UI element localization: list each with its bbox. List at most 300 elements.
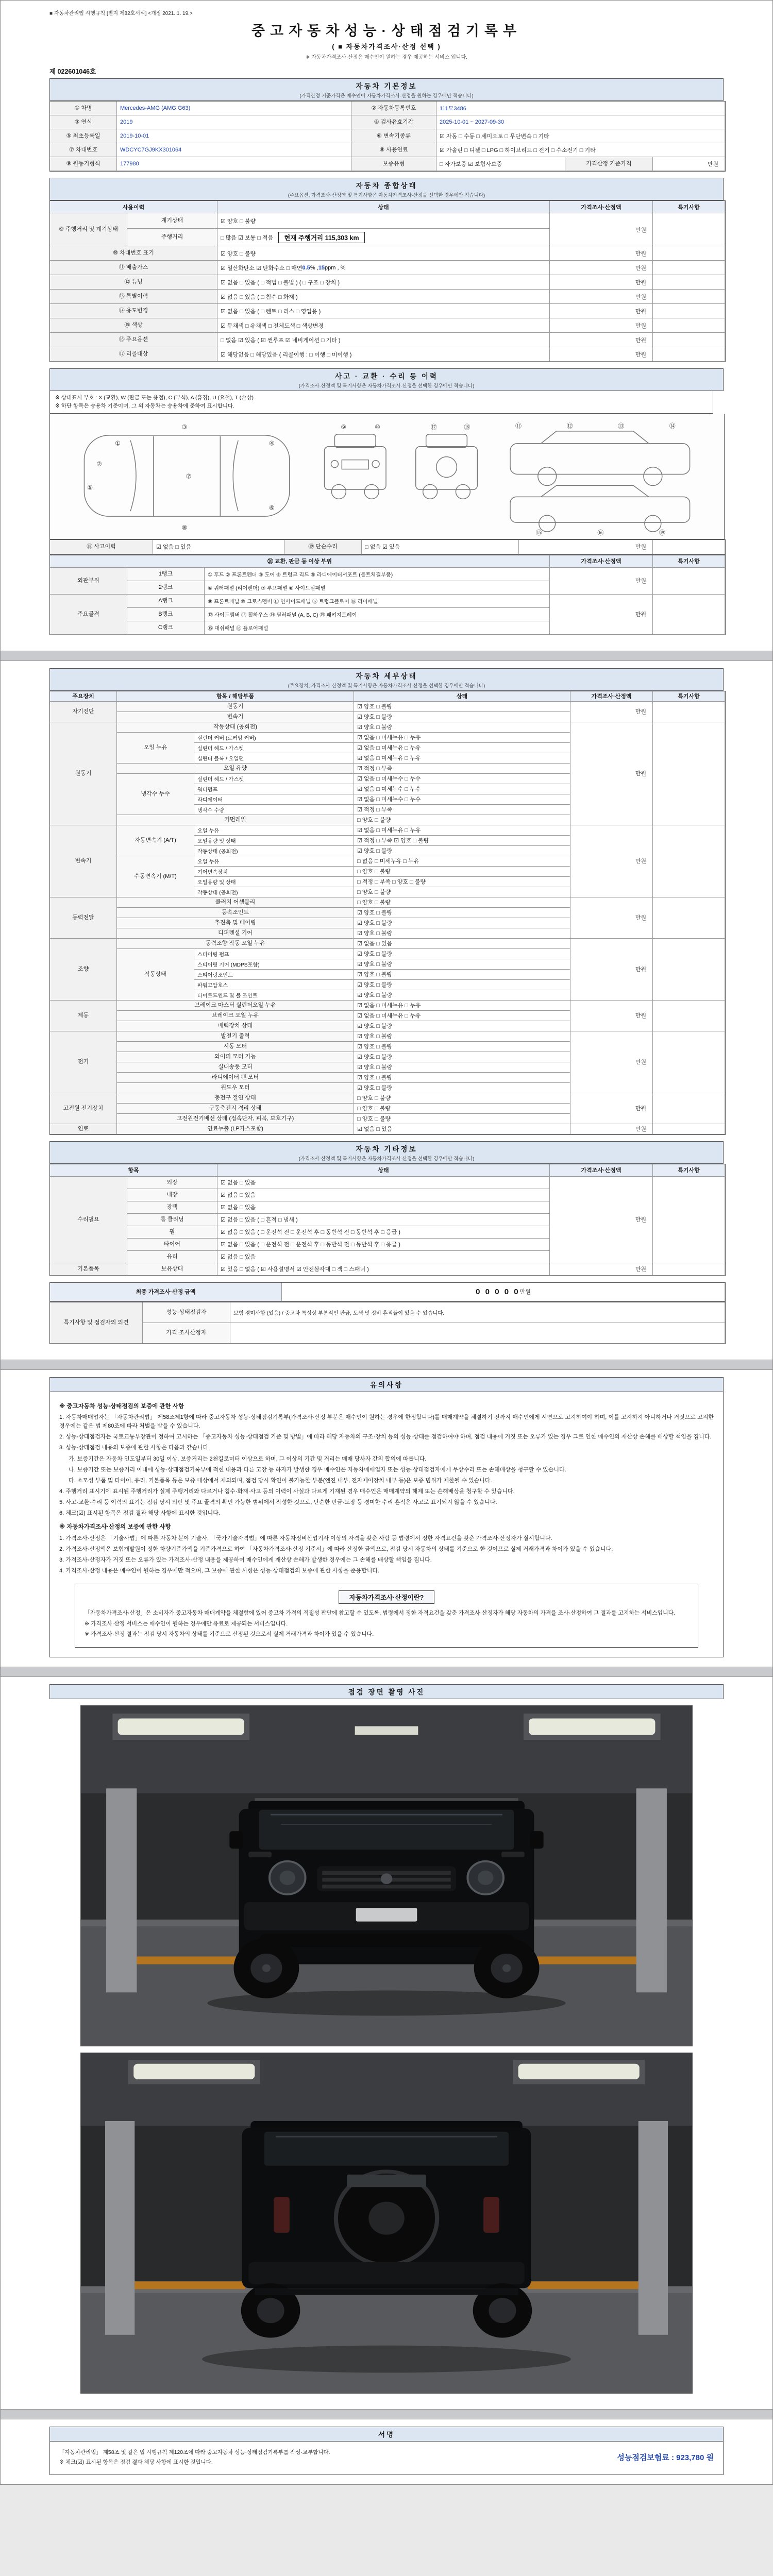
table-cell bbox=[653, 1124, 725, 1134]
price-appraisal-explainer-box bbox=[75, 1584, 698, 1648]
table-cell: □ 없음 □ 미세누유 □ 누유 bbox=[354, 856, 570, 867]
table-cell: 자기진단 bbox=[50, 702, 117, 722]
table-cell bbox=[217, 229, 550, 246]
section-band-sign bbox=[49, 2427, 724, 2442]
table-cell: 특기사항 bbox=[653, 555, 725, 568]
document-subtitle: ( ■ 자동차가격조사·산정 선택 ) bbox=[332, 43, 441, 50]
diagram-part-number: ⑱ bbox=[464, 423, 470, 431]
section-title: 사고 · 교환 · 수리 등 이력 bbox=[335, 372, 438, 380]
section-title: 자동차 종합상태 bbox=[356, 182, 417, 190]
table-cell: ☑ 양호 □ 불량 bbox=[354, 1083, 570, 1093]
table-cell: 가격조사·산정액 bbox=[550, 555, 653, 568]
notice-paragraph: 4. 가격조사·산정 내용은 매수인이 원하는 경우에만 적으며, 그 보증에 관한 사항은 성능·상태점검의 보증에 관한 사항을 준용합니다. bbox=[59, 1567, 380, 1574]
notice-paragraph: 5. 사고·교환·수리 등 이력의 표기는 점검 당시 외판 및 주요 골격의 확인 가능한 범위에서 작성한 것으로, 단순한 판금·도장 등 경미한 수리 흔적은 사고로 표기되지 않을 수 있습니다. bbox=[59, 1499, 497, 1505]
diagram-part-number: ⑫ bbox=[566, 422, 573, 430]
notice-paragraph: 2. 성능·상태점검자는 국토교통부장관이 정하여 고시하는 「중고자동차 성능·상태점검 기준 및 방법」에 따라 해당 자동차의 구조·장치 등의 성능·상태를 점검하여야 하며, 점검 내용에 거짓 또는 오류가 있는 경우 그로 인한 매수인의 재산상 손해를 배상할 책임을 집니다. bbox=[59, 1434, 712, 1440]
table-cell: 윈도우 모터 bbox=[117, 1083, 354, 1093]
table-cell: 특기사항 bbox=[653, 1164, 725, 1177]
table-cell: ⑫ 사이드멤버 ⑬ 휠하우스 ⑭ 필러패널 (A, B, C) ⑲ 패키지트레이 bbox=[205, 608, 550, 621]
table-cell: 만원 bbox=[550, 246, 653, 261]
cell-fragment: □ 많음 ☑ 보통 □ 적음 bbox=[221, 234, 274, 241]
table-cell: A랭크 bbox=[127, 595, 205, 608]
table-cell: ☑ 가솔린 □ 디젤 □ LPG □ 하이브리드 □ 전기 □ 수소전기 □ 기타 bbox=[436, 143, 725, 157]
table-cell: ⑰ 리콜대상 bbox=[50, 347, 217, 362]
table-cell: ☑ 없음 □ 있음 ( □ 렌트 □ 리스 □ 영업용 ) bbox=[217, 304, 550, 318]
table-cell: 만원 bbox=[550, 275, 653, 290]
table-cell bbox=[653, 1177, 725, 1263]
diagram-part-number: ⑭ bbox=[669, 422, 676, 430]
table-cell: 상태 bbox=[354, 691, 570, 702]
table-cell bbox=[653, 318, 725, 333]
table-cell: 자동변속기 (A/T) bbox=[117, 825, 194, 856]
table-cell: ☑ 없음 □ 미세누수 □ 누수 bbox=[354, 794, 570, 805]
section-detail-condition bbox=[49, 668, 724, 1135]
insurance-fee-value: 923,780 원 bbox=[676, 2453, 714, 2463]
car-views-illustration bbox=[50, 414, 724, 539]
page-4 bbox=[1, 1677, 772, 2409]
notice-body bbox=[49, 1392, 724, 1657]
explainer-paragraph: ※ 가격조사·산정 결과는 점검 당시 자동차의 상태를 기준으로 산정된 것으로서 실제 거래가격과 차이가 있을 수 있습니다. bbox=[85, 1631, 374, 1638]
table-cell: ☑ 해당없음 □ 해당있음 ( 리콜이행 : □ 이행 □ 미이행 ) bbox=[217, 347, 550, 362]
table-cell: ☑ 없음 □ 있음 ( □ 운전석 전 □ 운전석 후 □ 동반석 전 □ 동반석 후 □ 응급 ) bbox=[217, 1226, 550, 1239]
table-cell: 항목 / 해당부품 bbox=[117, 691, 354, 702]
notice-paragraph: 6. 체크(☑) 표시된 항목은 점검 결과 해당 사항에 표시한 것입니다. bbox=[59, 1510, 220, 1516]
table-cell: 오일 누유 bbox=[194, 856, 354, 867]
diagram-part-number: ⑥ bbox=[268, 504, 275, 512]
table-cell: ⑥ 쿼터패널 (리어펜더) ⑦ 루프패널 ⑧ 사이드실패널 bbox=[205, 581, 550, 595]
table-cell: 만원 bbox=[570, 1093, 653, 1124]
table-cell: ☑ 없음 □ 있음 bbox=[217, 1177, 550, 1189]
table-cell: ⑧ 사용연료 bbox=[351, 143, 436, 157]
table-cell bbox=[653, 333, 725, 347]
vehicle-rear-photo-illustration bbox=[81, 2053, 692, 2393]
explainer-paragraph: ※ 가격조사·산정 서비스는 매수인이 원하는 경우에만 유료로 제공되는 서비스입니다. bbox=[85, 1620, 288, 1627]
table-cell: ☑ 양호 □ 불량 bbox=[354, 1062, 570, 1073]
table-cell: ⑬ 특별이력 bbox=[50, 290, 217, 304]
table-cell: 수동변속기 (M/T) bbox=[117, 856, 194, 897]
accident-legend bbox=[49, 391, 713, 414]
table-cell bbox=[653, 897, 725, 939]
table-cell: 기본품목 bbox=[50, 1263, 127, 1276]
table-cell: ④ 검사유효기간 bbox=[351, 115, 436, 129]
table-cell: 만원 bbox=[653, 157, 725, 171]
table-cell: 내장 bbox=[127, 1189, 217, 1201]
document-title: 중고자동차성능·상태점검기록부 bbox=[251, 23, 522, 39]
table-cell: 오일 누유 bbox=[117, 733, 194, 764]
table-cell: 전기 bbox=[50, 1031, 117, 1093]
table-cell: 오일 누유 bbox=[194, 825, 354, 836]
table-cell bbox=[653, 261, 725, 275]
table-cell: ⑯ 주요옵션 bbox=[50, 333, 217, 347]
table-cell: 만원 bbox=[570, 702, 653, 722]
table-cell: 와이퍼 모터 기능 bbox=[117, 1052, 354, 1062]
table-cell: 만원 bbox=[570, 825, 653, 897]
table-cell: 만원 bbox=[550, 261, 653, 275]
table-cell: 조향 bbox=[50, 939, 117, 1001]
table-cell: ⑨ 주행거리 및 계기상태 bbox=[50, 213, 127, 246]
table-cell: ⑩ 차대번호 표기 bbox=[50, 246, 217, 261]
cell-fragment: ppm , % bbox=[325, 264, 346, 271]
table-cell: ☑ 자동 □ 수동 □ 세미오토 □ 무단변속 □ 기타 bbox=[436, 129, 725, 143]
diagram-part-number: ① bbox=[115, 439, 121, 447]
notice-paragraph: 1. 가격조사·산정은 「기술사법」에 따른 자동차 분야 기술사, 「국가기술자격법」에 따른 자동차정비산업기사 이상의 자격을 갖춘 사람 등 법령에서 정한 자격요건을 갖춘 가격조사·산정자가 실시합니다. bbox=[59, 1535, 552, 1541]
notice-paragraph: 나. 보증기간 또는 보증거리 이내에 성능·상태점검기록부에 적힌 내용과 다른 고장 등 하자가 발생한 경우 매수인은 자동차매매업자 또는 성능·상태점검자에게 무상수리 또는 손해배상을 청구할 수 있습니다. bbox=[69, 1466, 566, 1473]
final-price-table bbox=[49, 1282, 726, 1302]
table-cell: 만원 bbox=[570, 722, 653, 825]
table-cell bbox=[653, 347, 725, 362]
cell-fragment: 0 0 0 0 0 bbox=[476, 1287, 520, 1296]
table-cell: 냉각수 수량 bbox=[194, 805, 354, 815]
table-cell: ☑ 양호 □ 불량 bbox=[354, 722, 570, 733]
table-cell: 수리필요 bbox=[50, 1177, 127, 1263]
section-title: 자동차 세부상태 bbox=[356, 672, 417, 680]
table-cell bbox=[653, 702, 725, 722]
table-cell: ⑤ 최초등록일 bbox=[50, 129, 117, 143]
table-cell: 오일유량 및 상태 bbox=[194, 836, 354, 846]
table-cell: 가격조사·산정액 bbox=[550, 201, 653, 213]
accident-history-table bbox=[49, 539, 726, 555]
page-separator bbox=[1, 1667, 772, 1677]
section-final-price bbox=[49, 1282, 724, 1344]
table-cell: 성능·상태점검자 bbox=[143, 1302, 230, 1323]
table-cell bbox=[653, 1093, 725, 1124]
table-cell: ① 후드 ② 프론트펜더 ③ 도어 ④ 트렁크 리드 ⑤ 라디에이터서포트 (볼트체결부품) bbox=[205, 568, 550, 581]
table-cell: 작동상태 (공회전) bbox=[194, 887, 354, 897]
table-cell: 연료누출 (LP가스포함) bbox=[117, 1124, 354, 1134]
table-cell: ☑ 없음 □ 있음 bbox=[217, 1201, 550, 1214]
table-cell: 상태 bbox=[217, 201, 550, 213]
diagram-part-number: ⑯ bbox=[597, 529, 604, 536]
table-cell: ⑦ 차대번호 bbox=[50, 143, 117, 157]
diagram-part-number: ⑲ bbox=[659, 529, 665, 536]
table-cell: □ 양호 □ 불량 bbox=[354, 897, 570, 908]
table-cell: ☑ 양호 □ 불량 bbox=[354, 990, 570, 1001]
table-cell: 계기상태 bbox=[127, 213, 217, 229]
table-cell bbox=[653, 568, 725, 595]
table-cell: □ 없음 ☑ 있음 ( ☑ 썬루프 ☑ 네비게이션 □ 기타 ) bbox=[217, 333, 550, 347]
notice-paragraph: 다. 소모성 부품 및 타이어, 유리, 기본품목 등은 보증 대상에서 제외되며, 점검 당시 확인이 불가능한 부분(엔진 내부, 전자제어장치 내부 등)은 보증 범위가 제한될 수 있습니다. bbox=[69, 1477, 492, 1484]
page-5 bbox=[1, 2419, 772, 2484]
vehicle-front-photo-illustration bbox=[81, 1706, 692, 2046]
table-cell: ☑ 없음 □ 있음 ( □ 운전석 전 □ 운전석 후 □ 동반석 전 □ 동반석 후 □ 응급 ) bbox=[217, 1239, 550, 1251]
table-cell: □ 양호 □ 불량 bbox=[354, 1104, 570, 1114]
table-cell: 2025-10-01 ~ 2027-09-30 bbox=[436, 115, 725, 129]
table-cell: ☑ 양호 □ 불량 bbox=[354, 959, 570, 970]
table-cell: 111모3486 bbox=[436, 101, 725, 115]
table-cell bbox=[653, 540, 725, 554]
table-cell: 실린더 헤드 / 가스켓 bbox=[194, 774, 354, 784]
table-cell: 룸 클리닝 bbox=[127, 1214, 217, 1226]
table-cell: ☑ 양호 □ 불량 bbox=[217, 246, 550, 261]
table-cell: 만원 bbox=[550, 318, 653, 333]
table-cell: 실린더 헤드 / 가스켓 bbox=[194, 743, 354, 753]
section-band-photos bbox=[49, 1684, 724, 1699]
section-title: 점검 장면 촬영 사진 bbox=[348, 1688, 425, 1697]
table-cell: 등속조인트 bbox=[117, 908, 354, 918]
diagram-part-number: ⑧ bbox=[181, 523, 188, 531]
table-cell: 오일유량 및 상태 bbox=[194, 877, 354, 887]
exchange-panel-table bbox=[49, 555, 726, 635]
table-cell bbox=[653, 595, 725, 635]
section-title: 자동차 기본정보 bbox=[356, 82, 417, 90]
table-cell: 동력조향 작동 오일 누유 bbox=[117, 939, 354, 949]
table-cell: 특기사항 bbox=[653, 201, 725, 213]
section-etc-info bbox=[49, 1141, 724, 1276]
table-cell: ⑥ 변속기종류 bbox=[351, 129, 436, 143]
table-cell: 원동기 bbox=[50, 722, 117, 825]
section-basic-info bbox=[49, 78, 724, 172]
accident-legend-line2: ※ 하단 항목은 승용차 기준이며, 그 외 자동차는 승용차에 준하여 표시합니다. bbox=[55, 403, 235, 410]
section-overall-condition bbox=[49, 178, 724, 362]
diagram-part-number: ⑪ bbox=[515, 422, 522, 430]
table-cell: 작동상태 (공회전) bbox=[117, 722, 354, 733]
table-cell: ☑ 없음 □ 미세누유 □ 누유 bbox=[354, 743, 570, 753]
cell-fragment: ☑ 일산화탄소 ☑ 탄화수소 □ 매연 bbox=[221, 265, 303, 272]
table-cell: 만원 bbox=[570, 897, 653, 939]
table-cell: 항목 bbox=[50, 1164, 217, 1177]
table-cell: □ 없음 ☑ 있음 bbox=[362, 540, 519, 554]
table-cell: 동력전달 bbox=[50, 897, 117, 939]
table-cell: ☑ 적정 □ 부족 bbox=[354, 805, 570, 815]
table-cell: ☑ 없음 □ 있음 bbox=[217, 1251, 550, 1263]
table-cell: ☑ 없음 □ 미세누유 □ 누유 bbox=[354, 825, 570, 836]
table-cell: 2019-10-01 bbox=[117, 129, 351, 143]
car-panel-diagram bbox=[49, 414, 725, 539]
notice-paragraph: 4. 주행거리 표시기에 표시된 주행거리가 실제 주행거리와 다르거나 침수·화재·사고 등의 이력이 사실과 다르게 기재된 경우 매수인은 매매계약의 해제 또는 손해배상을 청구할 수 있습니다. bbox=[59, 1488, 515, 1495]
table-cell: ☑ 양호 □ 불량 bbox=[354, 712, 570, 722]
table-cell: 스티어링조인트 bbox=[194, 970, 354, 980]
table-cell: ☑ 양호 □ 불량 bbox=[354, 918, 570, 928]
table-cell bbox=[217, 261, 550, 275]
cell-fragment: 15 bbox=[318, 264, 325, 271]
table-cell bbox=[653, 213, 725, 246]
table-cell: ☑ 없음 □ 있음 bbox=[153, 540, 284, 554]
table-cell: ☑ 없음 □ 미세누유 □ 누유 bbox=[354, 1001, 570, 1011]
table-cell: 광택 bbox=[127, 1201, 217, 1214]
table-cell: 최종 가격조사·산정 금액 bbox=[50, 1283, 282, 1301]
table-cell: ☑ 없음 □ 있음 ( □ 침수 □ 화재 ) bbox=[217, 290, 550, 304]
section-note: (주요장치, 가격조사·산정액 및 특기사항은 자동차가격조사·산정을 선택한 경우에만 적습니다) bbox=[288, 683, 485, 689]
table-cell: ☑ 없음 □ 미세누수 □ 누수 bbox=[354, 774, 570, 784]
table-cell: 보유상태 bbox=[127, 1263, 217, 1276]
notice-paragraph: 2. 가격조사·산정액은 보험개발원이 정한 차량기준가액을 기준가격으로 하여 「자동차가격조사·산정 기준서」에 따라 산정한 금액으로, 점검 당시 자동차의 상태를 기준으로 한 것이므로 실제 거래가격과 차이가 있을 수 있습니다. bbox=[59, 1546, 613, 1552]
explainer-title: 자동차가격조사·산정이란? bbox=[339, 1590, 435, 1604]
table-cell: 클러치 어셈블리 bbox=[117, 897, 354, 908]
table-cell: ⑨ 원동기형식 bbox=[50, 157, 117, 171]
table-cell: □ 양호 □ 불량 bbox=[354, 1114, 570, 1124]
table-cell: 실린더 블록 / 오일팬 bbox=[194, 753, 354, 764]
table-cell bbox=[653, 304, 725, 318]
section-band-overall bbox=[49, 178, 724, 200]
diagram-part-number: ④ bbox=[268, 439, 275, 447]
cell-fragment: 현재 주행거리 115,303 km bbox=[278, 232, 364, 243]
table-cell: 주요장치 bbox=[50, 691, 117, 702]
page-2 bbox=[1, 661, 772, 1360]
table-cell: 파워고압호스 bbox=[194, 980, 354, 990]
table-cell: 가격·조사산정자 bbox=[143, 1323, 230, 1344]
table-cell: ☑ 양호 □ 불량 bbox=[354, 1031, 570, 1042]
table-cell: 만원 bbox=[550, 1263, 653, 1276]
table-cell: 고전원 전기장치 bbox=[50, 1093, 117, 1124]
table-cell: 상태 bbox=[217, 1164, 550, 1177]
table-cell: 추진축 및 베어링 bbox=[117, 918, 354, 928]
table-cell: ☑ 양호 □ 불량 bbox=[354, 928, 570, 939]
page-separator bbox=[1, 1360, 772, 1370]
inspection-photo-rear bbox=[80, 2053, 693, 2394]
section-band-notice bbox=[49, 1377, 724, 1392]
page-3 bbox=[1, 1370, 772, 1667]
table-cell bbox=[653, 939, 725, 1001]
table-cell bbox=[653, 246, 725, 261]
table-cell: 특기사항 bbox=[653, 691, 725, 702]
table-cell: 사용이력 bbox=[50, 201, 217, 213]
table-cell: ② 자동차등록번호 bbox=[351, 101, 436, 115]
table-cell: ☑ 적정 □ 부족 ☑ 양호 □ 불량 bbox=[354, 836, 570, 846]
diagram-part-number: ⑩ bbox=[375, 423, 380, 431]
table-cell: 배력장치 상태 bbox=[117, 1021, 354, 1031]
section-title: 자동차 기타정보 bbox=[356, 1145, 417, 1153]
table-cell: 커먼레일 bbox=[117, 815, 354, 825]
diagram-part-number: ⑨ bbox=[341, 423, 347, 431]
table-cell: 가격조사·산정액 bbox=[550, 1164, 653, 1177]
section-accident-history bbox=[49, 368, 724, 635]
signature-line1: 「자동차관리법」 제58조 및 같은 법 시행규칙 제120조에 따라 중고자동차 성능·상태점검기록부를 작성·교부합니다. bbox=[59, 2449, 330, 2456]
table-cell: ⑭ 용도변경 bbox=[50, 304, 217, 318]
notice-paragraph: 1. 자동차매매업자는 「자동차관리법」 제58조제1항에 따라 중고자동차 성능·상태점검기록부(가격조사·산정 부분은 매수인이 원하는 경우에 한정합니다)를 매매계약을 체결하기 전까지 매수인에게 서면으로 고지하여야 하며, 이를 고지하지 아니하거나 거짓으로 고지한 경우에는 같은 법 제80조에 따라 처벌을 받을 수 있습니다. bbox=[59, 1414, 714, 1430]
table-cell bbox=[653, 825, 725, 897]
section-title: 서명 bbox=[378, 2431, 395, 2439]
notice-paragraph: ※ 중고자동차 성능·상태점검의 보증에 관한 사항 bbox=[59, 1403, 184, 1410]
signature-line2: ※ 체크(☑) 표시된 항목은 점검 결과 해당 사항에 표시한 것입니다. bbox=[59, 2459, 213, 2465]
table-cell: 가격조사·산정액 bbox=[570, 691, 653, 702]
table-cell: 작동상태 bbox=[117, 949, 194, 1001]
etc-info-table bbox=[49, 1164, 726, 1276]
table-cell: ☑ 양호 □ 불량 bbox=[354, 908, 570, 918]
table-cell: 구동축전지 격리 상태 bbox=[117, 1104, 354, 1114]
overall-condition-table bbox=[49, 200, 726, 362]
table-cell: 만원 bbox=[550, 595, 653, 635]
table-cell: ⑮ 대쉬패널 ⑯ 플로어패널 bbox=[205, 621, 550, 635]
table-cell: 177980 bbox=[117, 157, 351, 171]
table-cell: ☑ 양호 □ 불량 bbox=[354, 1073, 570, 1083]
table-cell: ☑ 양호 □ 불량 bbox=[354, 1021, 570, 1031]
table-cell: 만원 bbox=[550, 333, 653, 347]
table-cell: ☑ 없음 □ 미세누유 □ 누유 bbox=[354, 753, 570, 764]
table-cell: ☑ 양호 □ 불량 bbox=[354, 949, 570, 959]
table-cell: 기어변속장치 bbox=[194, 867, 354, 877]
table-cell: 만원 bbox=[550, 347, 653, 362]
section-note: (주요옵션, 가격조사·산정액 및 특기사항은 자동차가격조사·산정을 선택한 경우에만 적습니다) bbox=[288, 193, 485, 198]
table-cell: 타이로드엔드 및 볼 조인트 bbox=[194, 990, 354, 1001]
section-note: (가격조사·산정액 및 특기사항은 자동차가격조사·산정을 선택한 경우에만 적습니다) bbox=[298, 1156, 475, 1162]
table-cell: 주요골격 bbox=[50, 595, 127, 635]
table-cell: 보증유형 bbox=[351, 157, 436, 171]
table-cell: 만원 bbox=[550, 213, 653, 246]
diagram-part-number: ⑬ bbox=[618, 422, 625, 430]
page-separator bbox=[1, 2409, 772, 2419]
table-cell: □ 양호 □ 불량 bbox=[354, 1093, 570, 1104]
notice-paragraph: 3. 가격조사·산정자가 거짓 또는 오류가 있는 가격조사·산정 내용을 제공하여 매수인에게 재산상 손해가 발생한 경우에는 그 손해를 배상할 책임을 집니다. bbox=[59, 1556, 432, 1563]
table-cell: 스티어링 펌프 bbox=[194, 949, 354, 959]
table-cell: 주행거리 bbox=[127, 229, 217, 246]
table-cell: ⑫ 튜닝 bbox=[50, 275, 217, 290]
table-cell: 연료 bbox=[50, 1124, 117, 1134]
diagram-part-numbers bbox=[87, 422, 675, 536]
table-cell: 원동기 bbox=[117, 702, 354, 712]
table-cell: ⑮ 색상 bbox=[50, 318, 217, 333]
section-title: 유의사항 bbox=[369, 1381, 404, 1389]
table-cell: 오일 유량 bbox=[117, 764, 354, 774]
table-cell: □ 양호 □ 불량 bbox=[354, 867, 570, 877]
table-cell: ☑ 없음 □ 있음 ( □ 적법 □ 불법 ) ( □ 구조 □ 장치 ) bbox=[217, 275, 550, 290]
table-cell: WDCYC7GJ9KX301064 bbox=[117, 143, 351, 157]
table-cell: ⑨ 프론트패널 ⑩ 크로스멤버 ⑪ 인사이드패널 ⑰ 트렁크플로어 ⑱ 리어패널 bbox=[205, 595, 550, 608]
table-cell: ③ 연식 bbox=[50, 115, 117, 129]
table-cell bbox=[653, 1263, 725, 1276]
section-band-detail bbox=[49, 668, 724, 691]
table-cell: 가격산정 기준가격 bbox=[565, 157, 653, 171]
table-cell: 디퍼렌셜 기어 bbox=[117, 928, 354, 939]
table-cell: 유리 bbox=[127, 1251, 217, 1263]
table-cell: ☑ 없음 □ 미세누유 □ 누유 bbox=[354, 1011, 570, 1021]
table-cell: 외장 bbox=[127, 1177, 217, 1189]
table-cell: 만원 bbox=[570, 1031, 653, 1093]
inspector-opinion-table bbox=[49, 1302, 726, 1344]
table-cell: 실린더 커버 (로커암 커버) bbox=[194, 733, 354, 743]
section-band-accident bbox=[49, 368, 724, 391]
table-cell: 만원 bbox=[550, 568, 653, 595]
table-cell: 시동 모터 bbox=[117, 1042, 354, 1052]
table-cell: 2019 bbox=[117, 115, 351, 129]
diagram-part-number: ③ bbox=[181, 423, 188, 431]
basic-info-table bbox=[49, 101, 726, 172]
table-cell: 만원 bbox=[570, 1124, 653, 1134]
table-cell: 제동 bbox=[50, 1001, 117, 1031]
notice-paragraph: ※ 자동차가격조사·산정의 보증에 관한 사항 bbox=[59, 1523, 171, 1530]
table-cell: 외판부위 bbox=[50, 568, 127, 595]
diagram-part-number: ⑤ bbox=[87, 483, 93, 491]
inspection-photo-front bbox=[80, 1705, 693, 2046]
table-cell: 변속기 bbox=[117, 712, 354, 722]
notice-paragraphs bbox=[59, 1402, 714, 1575]
accident-legend-line1: ※ 상태표시 부호 : X (교환), W (판금 또는 용접), C (부식), A (흠집), U (요철), T (손상) bbox=[55, 395, 254, 401]
diagram-part-number: ⑮ bbox=[535, 529, 542, 536]
table-cell: □ 양호 □ 불량 bbox=[354, 887, 570, 897]
table-cell: 실내송풍 모터 bbox=[117, 1062, 354, 1073]
table-cell: 작동상태 (공회전) bbox=[194, 846, 354, 856]
table-cell: 만원 bbox=[570, 939, 653, 1001]
table-cell: ⑲ 단순수리 bbox=[284, 540, 362, 554]
diagram-part-number: ⑦ bbox=[186, 472, 192, 480]
signature-area bbox=[49, 2442, 724, 2475]
table-cell: 발전기 출력 bbox=[117, 1031, 354, 1042]
table-cell: 냉각수 누수 bbox=[117, 774, 194, 815]
table-cell: ☑ 없음 □ 있음 bbox=[354, 1124, 570, 1134]
table-cell bbox=[653, 1031, 725, 1093]
table-cell: 고전원전기배선 상태 (접속단자, 피복, 보호기구) bbox=[117, 1114, 354, 1124]
table-cell: ⑳ 교환, 판금 등 이상 부위 bbox=[50, 555, 550, 568]
table-cell: ⑱ 사고이력 bbox=[50, 540, 153, 554]
document-number: 제 022601046호 bbox=[49, 68, 96, 75]
table-cell: 워터펌프 bbox=[194, 784, 354, 794]
table-cell bbox=[653, 290, 725, 304]
table-cell: □ 적정 □ 부족 □ 양호 □ 불량 bbox=[354, 877, 570, 887]
table-cell: □ 자가보증 ☑ 보험사보증 bbox=[436, 157, 565, 171]
table-cell bbox=[282, 1283, 725, 1301]
table-cell: ☑ 없음 □ 있음 bbox=[354, 939, 570, 949]
table-cell: ☑ 없음 □ 있음 bbox=[217, 1189, 550, 1201]
form-reference-line: ■ 자동차관리법 시행규칙 [별지 제82호서식] <개정 2021. 1. 19.> bbox=[49, 11, 193, 16]
